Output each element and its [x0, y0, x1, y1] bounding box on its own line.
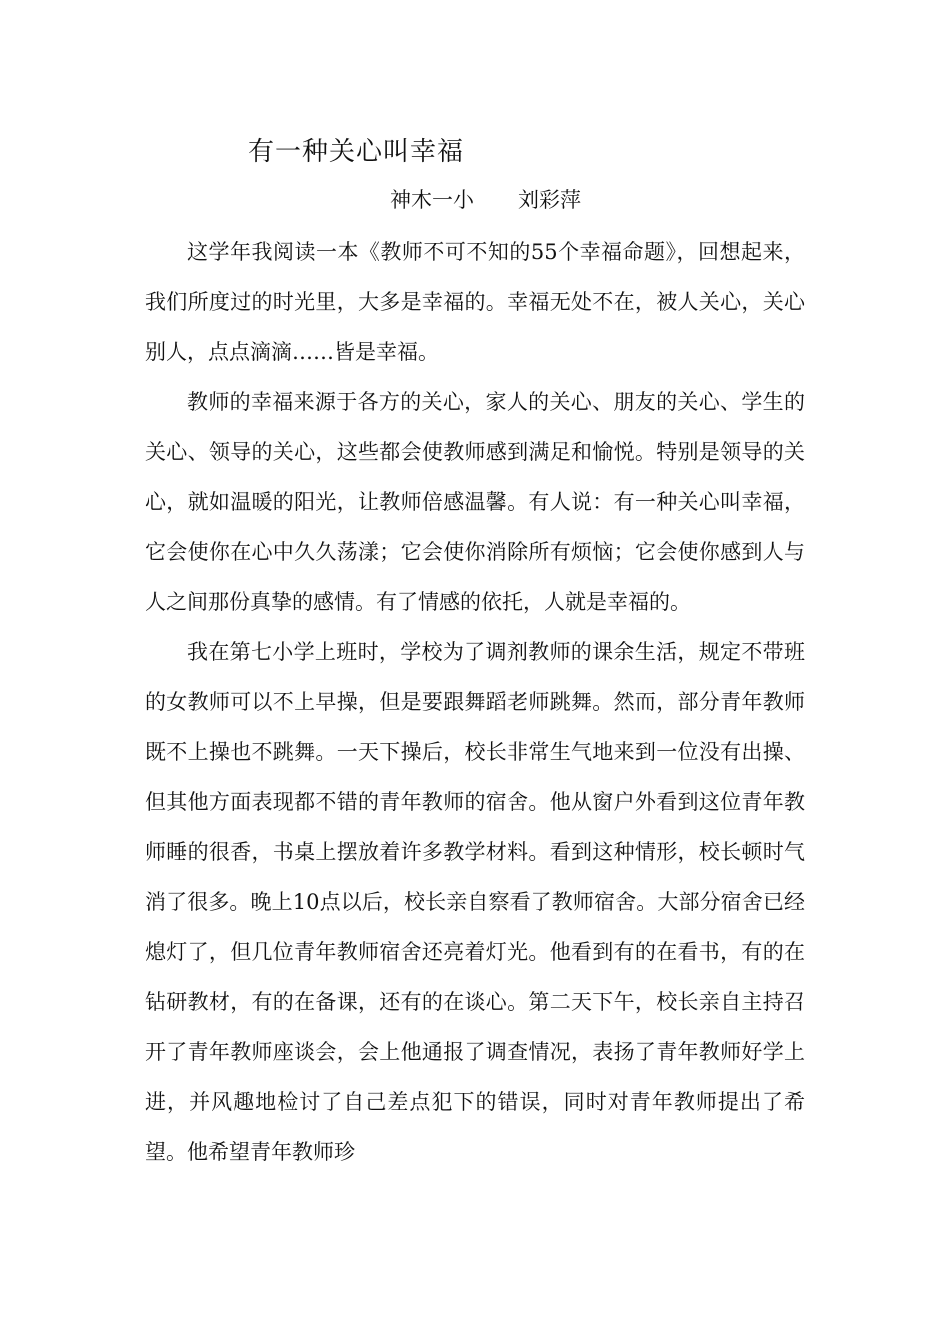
paragraph-2: 教师的幸福来源于各方的关心，家人的关心、朋友的关心、学生的关心、领导的关心，这些都会使教师感到满足和愉悦。特别是领导的关心，就如温暖的阳光，让教师倍感温馨。有人说：有一种关心叫幸福，它会使你在心中久久荡漾；它会使你消除所有烦恼；它会使你感到人与人之间那份真挚的感情。有了情感的依托，人就是幸福的。 — [145, 390, 805, 614]
author-school: 神木一小 — [390, 188, 474, 212]
author-line — [390, 184, 581, 216]
document-title: 有一种关心叫幸福 — [248, 137, 465, 167]
document-body — [145, 227, 805, 1177]
paragraph-3: 我在第七小学上班时，学校为了调剂教师的课余生活，规定不带班的女教师可以不上早操，但是要跟舞蹈老师跳舞。然而，部分青年教师既不上操也不跳舞。一天下操后，校长非常生气地来到一位没有出操、但其他方面表现都不错的青年教师的宿舍。他从窗户外看到这位青年教师睡的很香，书桌上摆放着许多教学材料。看到这种情形，校长顿时气消了很多。晚上10点以后，校长亲自察看了教师宿舍。大部分宿舍已经熄灯了，但几位青年教师宿舍还亮着灯光。他看到有的在看书，有的在钻研教材，有的在备课，还有的在谈心。第二天下午，校长亲自主持召开了青年教师座谈会，会上他通报了调查情况，表扬了青年教师好学上进，并风趣地检讨了自己差点犯下的错误，同时对青年教师提出了希望。他希望青年教师珍 — [145, 640, 805, 1164]
author-name: 刘彩萍 — [518, 188, 581, 212]
paragraph-1: 这学年我阅读一本《教师不可不知的55个幸福命题》，回想起来，我们所度过的时光里，大多是幸福的。幸福无处不在，被人关心，关心别人，点点滴滴……皆是幸福。 — [145, 240, 805, 364]
